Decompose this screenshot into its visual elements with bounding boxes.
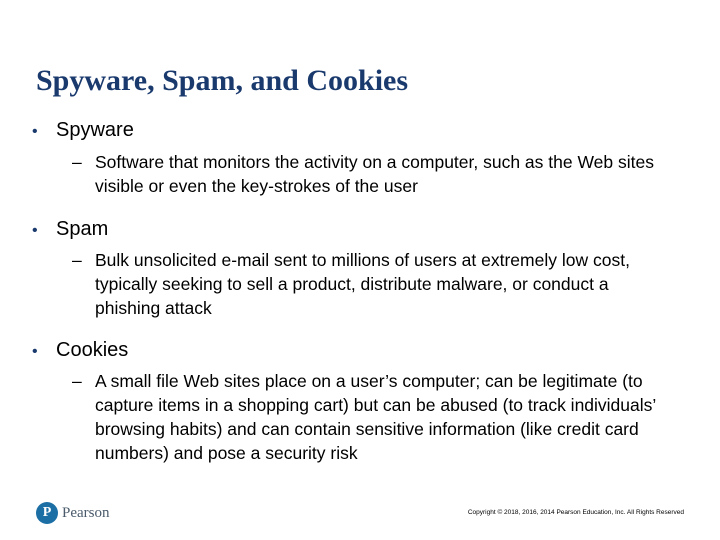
- copyright-notice: Copyright © 2018, 2016, 2014 Pearson Education, Inc. All Rights Reserved: [467, 509, 684, 516]
- pearson-logo: [36, 500, 110, 526]
- bullet-label: Spyware: [56, 119, 134, 141]
- bullet-label: Cookies: [56, 339, 129, 361]
- bullet-label: Spam: [56, 218, 109, 240]
- sub-bullet-cookies: [72, 369, 672, 465]
- dash-glyph: –: [72, 152, 82, 172]
- bullet-dot: •: [32, 123, 38, 140]
- bullet-cookies: [32, 338, 128, 364]
- bullet-spam: [32, 217, 108, 243]
- sub-bullet-text: Software that monitors the activity on a computer, such as the Web sites visible or even the key-strokes of the user: [95, 152, 654, 196]
- bullet-spyware: [32, 118, 134, 144]
- pearson-logo-icon: P: [36, 502, 58, 524]
- slide-title: Spyware, Spam, and Cookies: [36, 64, 409, 97]
- dash-glyph: –: [72, 250, 82, 270]
- sub-bullet-spyware: [72, 150, 672, 198]
- sub-bullet-spam: [72, 248, 672, 320]
- bullet-dot: •: [32, 343, 38, 360]
- sub-bullet-text: A small file Web sites place on a user’s computer; can be legitimate (to capture items in a shopping cart) but can be abused (to track individuals’ browsing habits) and can contain sensitive information (like credit card numbers) and pose a security risk: [95, 371, 656, 463]
- bullet-dot: •: [32, 222, 38, 239]
- dash-glyph: –: [72, 371, 82, 391]
- sub-bullet-text: Bulk unsolicited e-mail sent to millions of users at extremely low cost, typically seeking to sell a product, distribute malware, or conduct a phishing attack: [95, 250, 630, 318]
- pearson-logo-text: Pearson: [62, 504, 110, 521]
